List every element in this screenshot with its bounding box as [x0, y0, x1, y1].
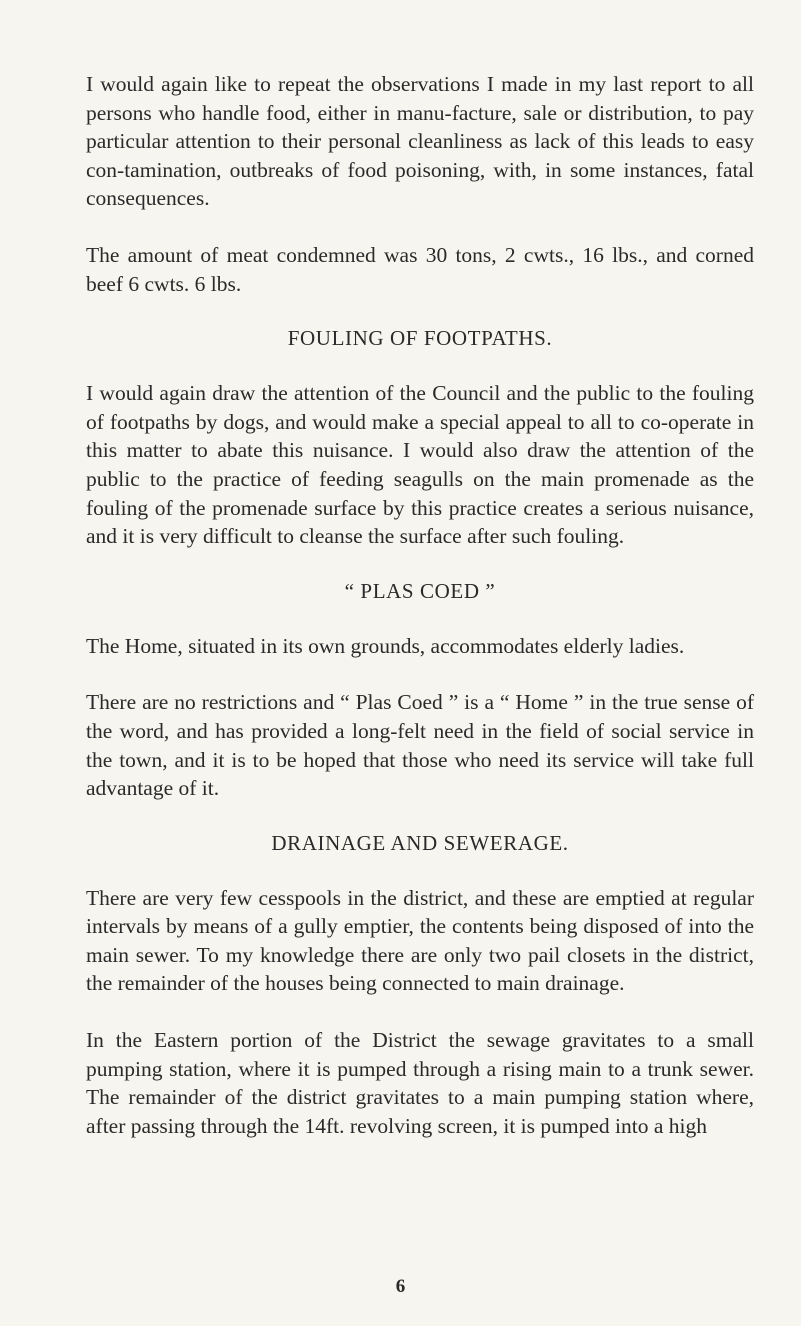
body-paragraph: The amount of meat condemned was 30 tons, 2 cwts., 16 lbs., and corned beef 6 cwts. 6 lbs.: [86, 242, 754, 296]
document-page: [86, 70, 754, 1140]
body-paragraph: In the Eastern portion of the District the sewage gravitates to a small pumping station, where it is pumped through a rising main to a trunk sewer. The remainder of the district gravitates to a main pumping station where, after passing through the 14ft. revolving screen, it is pumped into a high: [86, 1028, 754, 1138]
fouling-paragraph: [86, 379, 754, 551]
body-paragraph: I would again draw the attention of the Council and the public to the fouling of footpaths by dogs, and would make a special appeal to all to co-operate in this matter to abate this nuisance. I would also draw the attention of the public to the practice of feeding seagulls on the main promenade as the fouling of the promenade surface by this practice creates a serious nuisance, and it is very difficult to cleanse the surface after such fouling.: [86, 381, 754, 549]
plas-coed-paragraph-1: [86, 632, 754, 661]
body-paragraph: There are very few cesspools in the district, and these are emptied at regular intervals by means of a gully emptier, the contents being disposed of into the main sewer. To my knowledge there are only two pail closets in the district, the remainder of the houses being connected to main drainage.: [86, 885, 754, 996]
plas-coed-paragraph-2: [86, 688, 754, 802]
section-heading-plas-coed: “ PLAS COED ”: [344, 578, 496, 603]
drainage-paragraph-1: [86, 884, 754, 998]
meat-condemned-paragraph: [86, 241, 754, 298]
drainage-paragraph-2: [86, 1026, 754, 1140]
food-handlers-paragraph: [86, 70, 754, 213]
page-number: 6: [395, 1276, 406, 1297]
section-heading-drainage: DRAINAGE AND SEWERAGE.: [271, 830, 569, 855]
body-paragraph: I would again like to repeat the observations I made in my last report to all persons who handle food, either in manu-facture, sale or distribution, to pay particular attention to their personal cleanliness as lack of this leads to easy con-tamination, outbreaks of food poisoning, with, in some instances, fatal consequences.: [86, 72, 754, 211]
section-heading-fouling: FOULING OF FOOTPATHS.: [287, 326, 553, 351]
body-paragraph: The Home, situated in its own grounds, accommodates elderly ladies.: [86, 633, 685, 658]
body-paragraph: There are no restrictions and “ Plas Coed ” is a “ Home ” in the true sense of the word, and has provided a long-felt need in the field of social service in the town, and it is to be hoped that those who need its service will take full advantage of it.: [86, 690, 754, 801]
